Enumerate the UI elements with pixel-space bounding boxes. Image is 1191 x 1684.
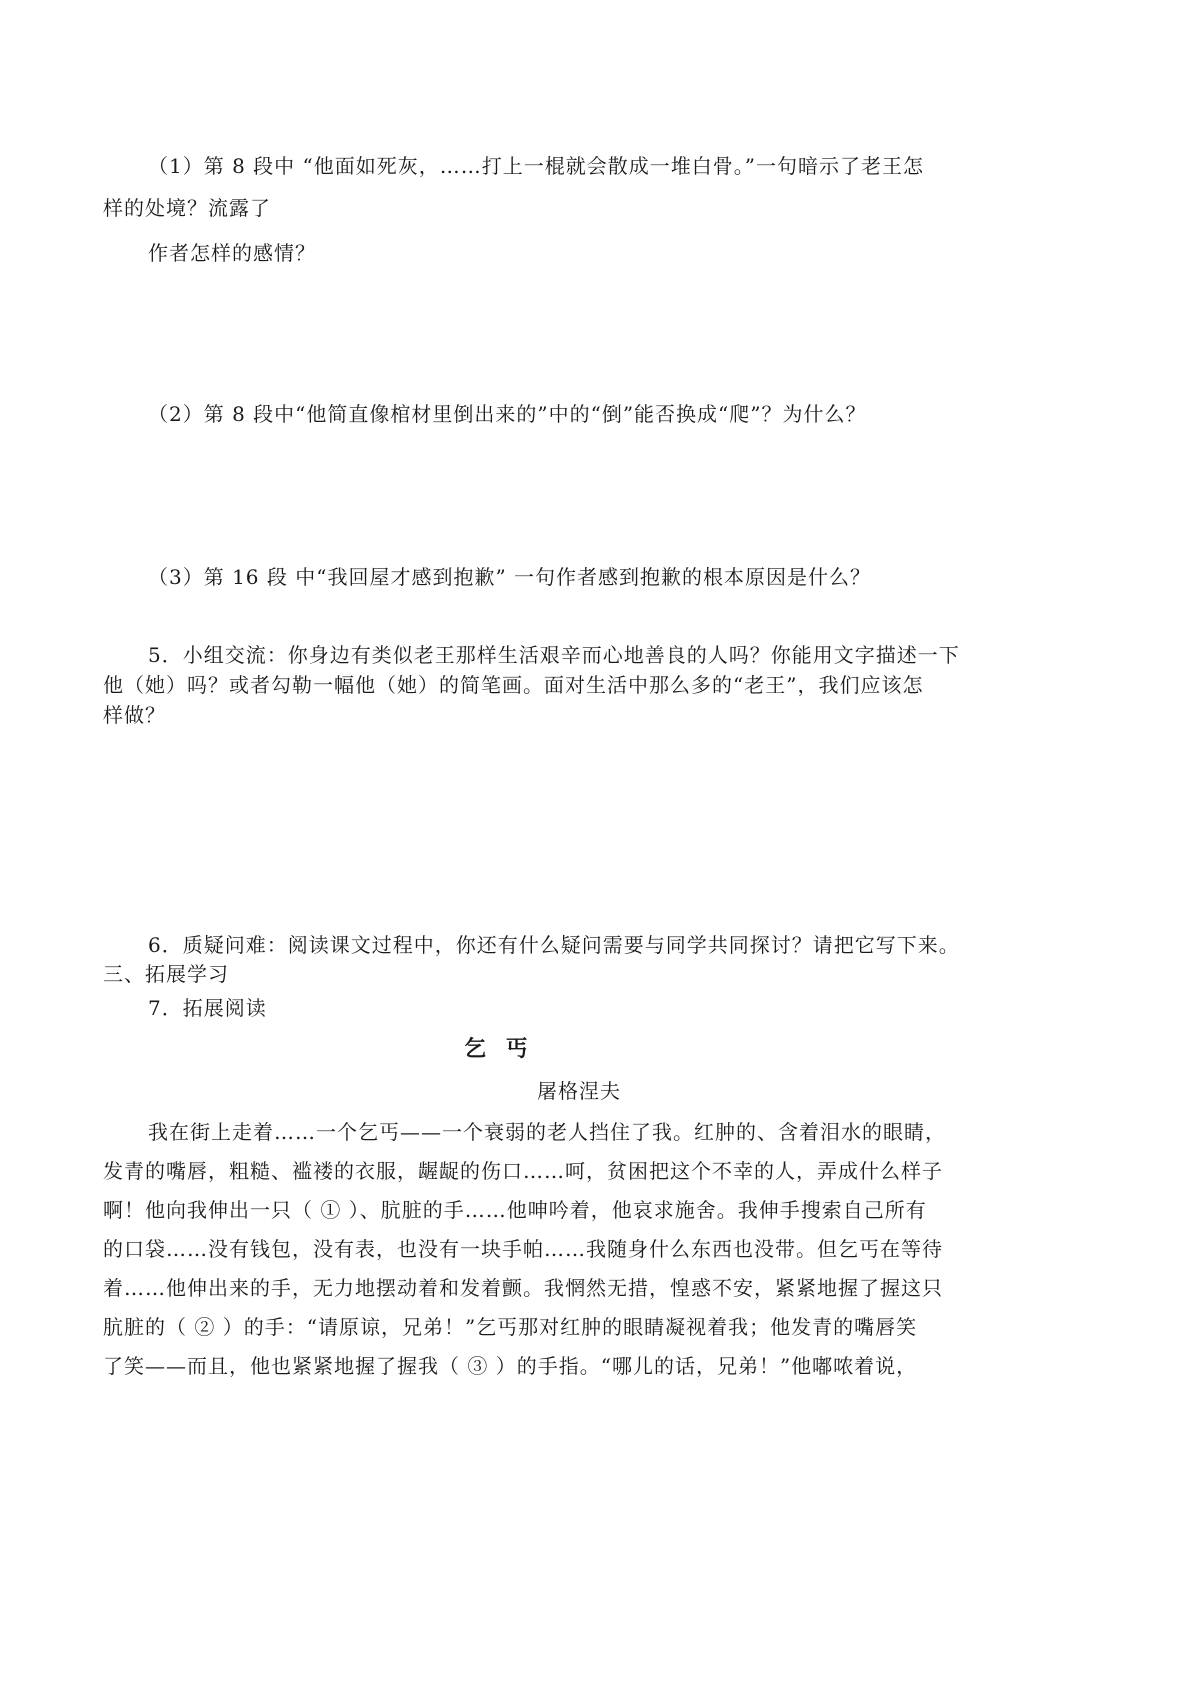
question-2-line-1: （2）第 8 段中“他简直像棺材里倒出来的”中的“倒”能否换成“爬”？为什么？ [148,402,867,426]
article-line-1: 我在街上走着……一个乞丐——一个衰弱的老人挡住了我。红肿的、含着泪水的眼睛， [148,1120,946,1144]
question-5-line-1: 5．小组交流：你身边有类似老王那样生活艰辛而心地善良的人吗？你能用文字描述一下 [148,643,960,667]
question-1-line-2: 样的处境？流露了 [103,196,271,220]
question-1-line-1: （1）第 8 段中 “他面如死灰，……打上一棍就会散成一堆白骨。”一句暗示了老王怎 [148,154,924,178]
question-3-line-1: （3）第 16 段 中“我回屋才感到抱歉” 一句作者感到抱歉的根本原因是什么？ [148,565,872,589]
item-7-label: 7．拓展阅读 [148,996,267,1020]
article-line-6: 肮脏的（ ② ）的手：“请原谅，兄弟！”乞丐那对红肿的眼睛凝视着我；他发青的嘴唇笑 [103,1315,918,1339]
question-5-line-3: 样做？ [103,703,166,727]
question-1-line-3: 作者怎样的感情？ [148,241,316,265]
article-line-4: 的口袋……没有钱包，没有表，也没有一块手帕……我随身什么东西也没带。但乞丐在等待 [103,1237,943,1261]
article-line-5: 着……他伸出来的手，无力地摆动着和发着颤。我惘然无措，惶惑不安，紧紧地握了握这只 [103,1276,943,1300]
article-line-3: 啊！他向我伸出一只（ ① ）、肮脏的手……他呻吟着，他哀求施舍。我伸手搜索自己所有 [103,1198,927,1222]
article-title: 乞 丐 [464,1037,534,1062]
question-5-line-2: 他（她）吗？或者勾勒一幅他（她）的简笔画。面对生活中那么多的“老王”，我们应该怎 [103,673,924,697]
article-author: 屠格涅夫 [537,1079,621,1103]
question-6-line-1: 6．质疑问难：阅读课文过程中，你还有什么疑问需要与同学共同探讨？请把它写下来。 [148,933,960,957]
section-3-heading: 三、拓展学习 [103,962,229,986]
article-line-2: 发青的嘴唇，粗糙、褴褛的衣服，龌龊的伤口……呵，贫困把这个不幸的人，弄成什么样子 [103,1159,943,1183]
article-line-7: 了笑——而且，他也紧紧地握了握我（ ③ ）的手指。“哪儿的话，兄弟！”他嘟哝着说， [103,1354,918,1378]
